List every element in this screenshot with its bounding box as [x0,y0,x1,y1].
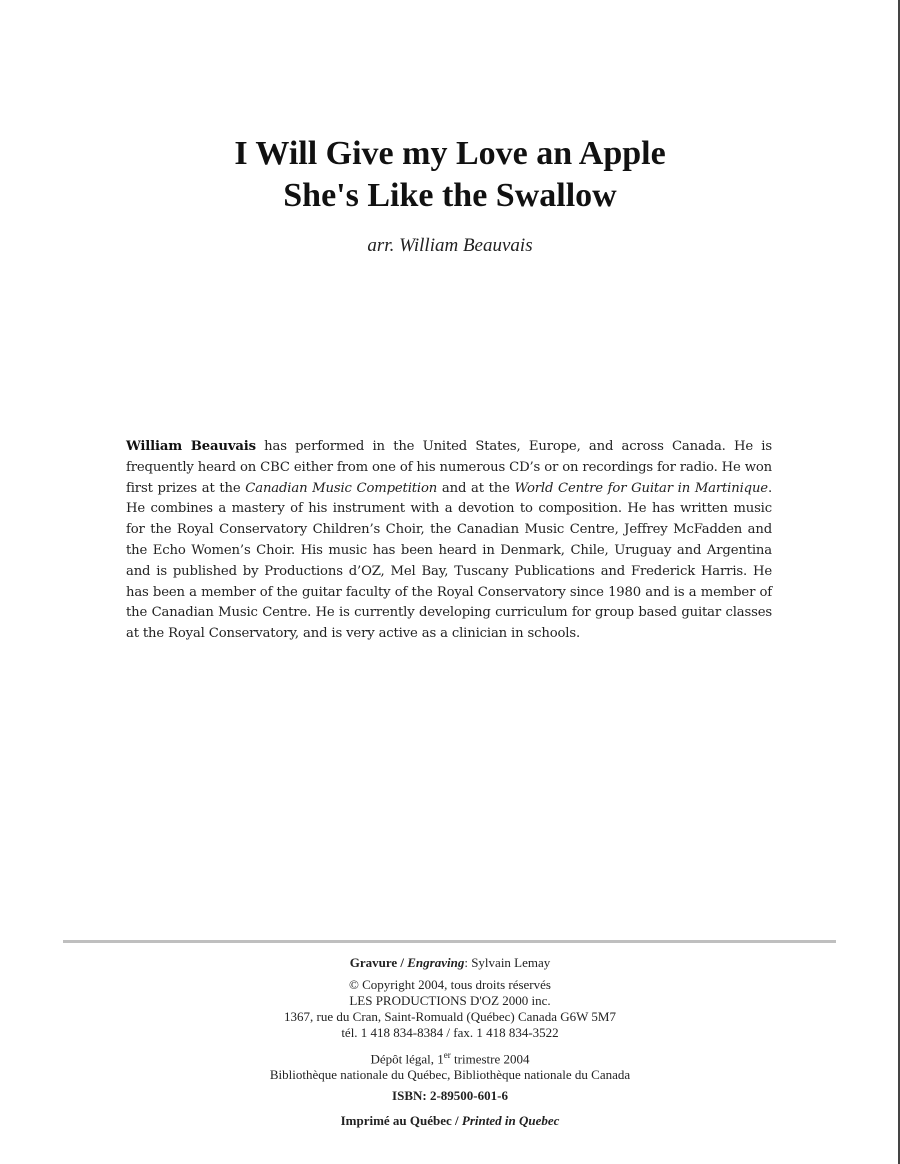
copyright-line: © Copyright 2004, tous droits réservés [349,977,551,992]
libraries-line: Bibliothèque nationale du Québec, Bibliothèque nationale du Canada [269,1067,631,1083]
engraver-name: : Sylvain Lemay [464,955,551,970]
bio-text-1: has performed in the United States, Europe, and across Canada. He is frequently heard on CBC either from one of his numerous CD’s or on recordings for radio. He won first prizes at the [126,439,772,496]
arranger-credit: arr. William Beauvais [367,235,533,256]
bio-name: William Beauvais [126,439,256,454]
depot-text: Dépôt légal, 1 [370,1051,444,1067]
printed-fr: Imprimé au Québec [340,1113,452,1129]
title-line-2: She's Like the Swallow [283,177,617,214]
printed-separator: / [451,1113,462,1129]
phone-line: tél. 1 418 834-8384 / fax. 1 418 834-3522 [341,1025,559,1040]
title-line-1: I Will Give my Love an Apple [234,135,666,172]
engraving-label-fr: Gravure [349,955,398,970]
colophon [0,955,900,1129]
printed-in-line [0,1113,900,1129]
depot-quarter: trimestre 2004 [450,1051,530,1067]
publisher-line: LES PRODUCTIONS D'OZ 2000 inc. [349,993,551,1008]
bio-award-2: World Centre for Guitar in Martinique [514,480,768,496]
bio-text-2: and at the [437,480,515,496]
address-line: 1367, rue du Cran, Saint-Romuald (Québec) Canada G6W 5M7 [284,1009,616,1024]
printed-en: Printed in Quebec [461,1113,560,1129]
isbn-line: ISBN: 2-89500-601-6 [392,1088,508,1104]
legal-deposit-line [0,1047,900,1067]
footer-divider [63,940,836,943]
biography-paragraph [126,437,772,645]
engraving-label-en: Engraving [407,955,465,970]
depot-ordinal: er [443,1050,451,1060]
bio-award-1: Canadian Music Competition [245,480,438,496]
engraving-separator: / [397,955,408,970]
engraving-credit [0,955,900,971]
title-block [0,133,900,257]
bio-text-3: . He combines a mastery of his instrument with a devotion to composition. He has written music for the Royal Conservatory Children’s Choir, the Canadian Music Centre, Jeffrey McFadden and the Echo Women’s Choir. His music has been heard in Denmark, Chile, Uruguay and Argentina and is published by Productions d’OZ, Mel Bay, Tuscany Publications and Frederick Harris. He has been a member of the guitar faculty of the Royal Conservatory since 1980 and is a member of the Canadian Music Centre. He is currently developing curriculum for group based guitar classes at the Royal Conservatory, and is very active as a clinician in schools. [126,480,772,642]
